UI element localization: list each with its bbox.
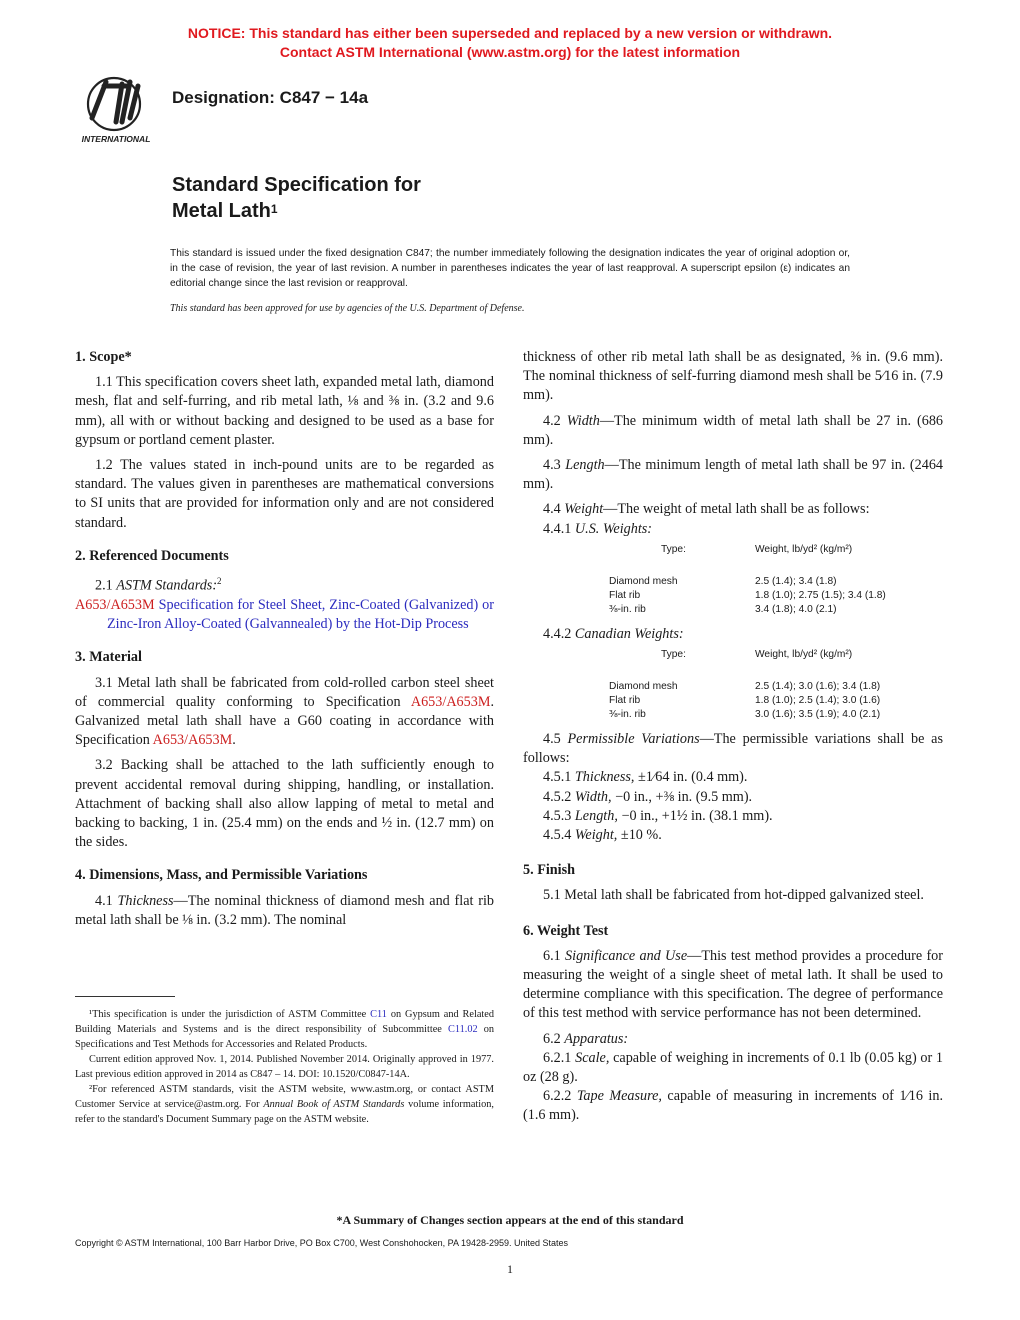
- document-title: [172, 172, 421, 224]
- summary-of-changes-note: *A Summary of Changes section appears at the end of this standard: [336, 1213, 684, 1227]
- para-6-2-2: [523, 1087, 943, 1125]
- para-6-2-1-term: Scale,: [575, 1049, 610, 1066]
- us-weights-header: [609, 543, 909, 557]
- para-4-5-num: 4.5: [543, 731, 561, 748]
- table-row: [609, 575, 909, 589]
- v4-text: ±10 %.: [620, 827, 662, 844]
- fn1-link-c11[interactable]: C11: [370, 1009, 387, 1020]
- v4-num: 4.5.4: [543, 827, 572, 844]
- ref-a653-code[interactable]: A653/A653M: [75, 596, 155, 613]
- title-line-1: Standard Specification for: [172, 174, 421, 196]
- para-4-5-2: [523, 788, 943, 807]
- para-4-5-term: Permissible Variations: [567, 731, 700, 748]
- table-row: [609, 708, 909, 722]
- link-a653-2[interactable]: A653/A653M: [152, 732, 233, 749]
- para-4-5-4: [523, 826, 943, 845]
- para-4-5-text: —The permissible variations shall be as follows:: [523, 731, 944, 767]
- footnotes: [75, 1007, 494, 1127]
- para-6-2-num: 6.2: [543, 1030, 561, 1047]
- title-line-2: [172, 198, 421, 224]
- ca-row-weight: 3.0 (1.6); 3.5 (1.9); 4.0 (2.1): [755, 709, 881, 721]
- para-4-2-num: 4.2: [543, 412, 561, 429]
- us-weights-table: [609, 543, 909, 617]
- para-4-4-term: Weight: [564, 501, 604, 518]
- ca-row-weight: 2.5 (1.4); 3.0 (1.6); 3.4 (1.8): [755, 681, 881, 693]
- footnote-1: [75, 1007, 494, 1052]
- us-col-type: Type:: [661, 543, 686, 555]
- para-4-4-2-num: 4.4.2: [543, 625, 572, 642]
- us-col-weight: Weight, lb/yd² (kg/m²): [755, 543, 853, 555]
- para-6-2-2-text: capable of measuring in increments of 1⁄16 in. (1.6 mm).: [523, 1088, 944, 1124]
- para-4-4: [523, 500, 943, 519]
- astm-logo: [72, 74, 164, 148]
- para-6-1-text: —This test method provides a procedure for measuring the weight of a single sheet of metal lath. It shall be used to determine compliance with this specification. The degree of performance of this test method with service performance has not been determined.: [523, 947, 943, 1022]
- ca-col-type: Type:: [661, 649, 686, 661]
- para-6-2: [523, 1030, 943, 1049]
- para-3-1: [75, 674, 494, 751]
- page-number: 1: [507, 1262, 513, 1276]
- para-6-1-num: 6.1: [543, 947, 561, 964]
- section-2-heading: 2. Referenced Documents: [75, 547, 229, 564]
- us-row-weight: 1.8 (1.0); 2.75 (1.5); 3.4 (1.8): [755, 589, 886, 601]
- para-4-2: [523, 412, 943, 450]
- section-5-heading: 5. Finish: [523, 862, 576, 879]
- fn2-italic: Annual Book of ASTM Standards: [263, 1099, 405, 1110]
- para-2-1-sup: 2: [217, 576, 222, 587]
- fn1-b: on Gypsum and Related Building Materials and Systems and is the direct responsibility of Subcommittee: [75, 1009, 495, 1035]
- v3-text: −0 in., +1½ in. (38.1 mm).: [621, 807, 773, 824]
- para-3-1-c: .: [232, 732, 236, 749]
- para-4-1-continued: thickness of other rib metal lath shall be as designated, ⅜ in. (9.6 mm). The nominal thickness of self-furring diamond mesh shall be 5⁄16 in. (7.9 mm).: [523, 349, 943, 404]
- table-row: [609, 680, 909, 694]
- para-4-3-text: —The minimum length of metal lath shall be 97 in. (2464 mm).: [523, 457, 944, 493]
- fn1-link-c1102[interactable]: C11.02: [447, 1024, 478, 1035]
- v3-term: Length,: [574, 807, 618, 824]
- para-4-1-term: Thickness: [117, 892, 174, 909]
- para-6-2-2-num: 6.2.2: [543, 1088, 572, 1105]
- para-6-2-term: Apparatus:: [564, 1030, 629, 1047]
- para-2-1: [75, 572, 494, 596]
- v1-term: Thickness,: [574, 769, 635, 786]
- footnote-rule: [75, 996, 175, 997]
- para-4-2-text: —The minimum width of metal lath shall be 27 in. (686 mm).: [523, 412, 944, 448]
- para-4-1-text-left: —The nominal thickness of diamond mesh and flat rib metal lath shall be ⅛ in. (3.2 mm). The nominal: [75, 892, 495, 928]
- section-6-heading: 6. Weight Test: [523, 922, 609, 939]
- section-3-heading: 3. Material: [75, 649, 142, 666]
- table-row: [609, 694, 909, 708]
- para-5-1: 5.1 Metal lath shall be fabricated from hot-dipped galvanized steel.: [543, 887, 924, 904]
- section-1-heading: 1. Scope*: [75, 349, 132, 365]
- notice-line-2: Contact ASTM International (www.astm.org) for the latest information: [279, 44, 741, 60]
- para-4-1-start: [75, 892, 494, 930]
- para-1-1: 1.1 This specification covers sheet lath, expanded metal lath, diamond mesh, flat and self-furring, and rib metal lath, ⅛ and ⅜ in. (3.2 and 9.6 mm), all with or without backing and designed to be used as a base for gypsum or portland cement plaster.: [75, 374, 494, 448]
- para-4-3: [523, 456, 943, 494]
- us-row-weight: 3.4 (1.8); 4.0 (2.1): [755, 603, 837, 615]
- para-4-4-1-term: U.S. Weights:: [574, 520, 653, 537]
- v2-num: 4.5.2: [543, 788, 572, 805]
- v4-term: Weight,: [574, 827, 618, 844]
- left-column: [75, 348, 494, 936]
- copyright: Copyright © ASTM International, 100 Barr Harbor Drive, PO Box C700, West Conshohocken, PA 19428-2959. United States: [75, 1238, 569, 1248]
- dod-approval: This standard has been approved for use by agencies of the U.S. Department of Defense.: [170, 303, 525, 314]
- para-2-1-num: 2.1: [95, 577, 113, 594]
- fn2-a: ²For referenced ASTM standards, visit the ASTM website, www.astm.org, or contact ASTM Customer Service at service@astm.org. For: [75, 1084, 494, 1110]
- para-4-4-1-num: 4.4.1: [543, 520, 572, 537]
- para-6-1: [523, 947, 943, 1024]
- para-4-3-num: 4.3: [543, 457, 561, 474]
- canadian-weights-table: [609, 648, 909, 722]
- fn1-a: ¹This specification is under the jurisdiction of ASTM Committee: [89, 1009, 367, 1020]
- v2-term: Width,: [574, 788, 612, 805]
- intro-paragraph: This standard is issued under the fixed designation C847; the number immediately following the designation indicates the year of original adoption or, in the case of revision, the year of last revision. A number in parentheses indicates the year of last reapproval. A superscript epsilon (ε) indicates an editorial change since the last revision or reapproval.: [170, 248, 850, 289]
- para-4-4-text: —The weight of metal lath shall be as follows:: [603, 501, 870, 518]
- para-4-4-2: [523, 625, 943, 644]
- ca-row-type: ⅜-in. rib: [609, 709, 646, 721]
- para-3-1-b: . Galvanized metal lath shall have a G60 coating in accordance with Specification: [75, 693, 495, 749]
- footnote-1-edition: Current edition approved Nov. 1, 2014. Published November 2014. Originally approved in 1977. Last previous edition approved in 2014 as C847 – 14. DOI: 10.1520/C0847-14A.: [75, 1054, 494, 1080]
- right-column: [523, 348, 943, 1132]
- v2-text: −0 in., +⅜ in. (9.5 mm).: [615, 788, 753, 805]
- para-4-2-term: Width: [566, 412, 600, 429]
- footnote-2: [75, 1082, 494, 1127]
- ca-col-weight: Weight, lb/yd² (kg/m²): [755, 649, 853, 661]
- para-1-2: 1.2 The values stated in inch-pound units are to be regarded as standard. The values given in parentheses are mathematical conversions to SI units that are provided for information only and are not considered standard.: [75, 457, 494, 531]
- para-6-2-1-text: capable of weighing in increments of 0.1 lb (0.05 kg) or 1 oz (28 g).: [523, 1049, 944, 1086]
- ca-row-weight: 1.8 (1.0); 2.5 (1.4); 3.0 (1.6): [755, 695, 881, 707]
- withdrawn-notice: [0, 24, 1020, 62]
- us-row-weight: 2.5 (1.4); 3.4 (1.8): [755, 575, 837, 587]
- ca-row-type: Flat rib: [609, 695, 641, 707]
- table-row: [609, 589, 909, 603]
- notice-line-1: NOTICE: This standard has either been superseded and replaced by a new version or withdrawn.: [187, 25, 833, 41]
- para-3-1-a: 3.1 Metal lath shall be fabricated from cold-rolled carbon steel sheet of commercial quality conforming to Specification: [75, 674, 494, 710]
- para-4-4-1: [523, 520, 943, 539]
- ref-a653[interactable]: [75, 596, 494, 634]
- astm-logo-mark: [72, 74, 164, 148]
- ref-a653-title[interactable]: Specification for Steel Sheet, Zinc-Coated (Galvanized) or Zinc-Iron Alloy-Coated (Galvannealed) by the Hot-Dip Process: [107, 596, 494, 633]
- para-3-2: 3.2 Backing shall be attached to the lath sufficiently enough to prevent accidental removal during shipping, handling, or installation. Attachment of backing shall also allow lapping of metal to metal and backing to backing, 1 in. (25.4 mm) on the ends and ½ in. (12.7 mm) on the sides.: [75, 757, 494, 851]
- link-a653-1[interactable]: A653/A653M: [410, 693, 491, 710]
- para-4-3-term: Length: [565, 457, 605, 474]
- us-row-type: ⅜-in. rib: [609, 603, 646, 615]
- fn1-c: on Specifications and Test Methods for Accessories and Related Products.: [75, 1024, 495, 1050]
- ca-weights-header: [609, 648, 909, 662]
- designation: Designation: C847 − 14a: [172, 88, 369, 107]
- para-4-1-num: 4.1: [95, 892, 113, 909]
- para-2-1-term: ASTM Standards:: [116, 577, 218, 594]
- v1-text: ±1⁄64 in. (0.4 mm).: [637, 769, 748, 786]
- fn2-b: volume information, refer to the standard's Document Summary page on the ASTM website.: [75, 1099, 494, 1125]
- ca-row-type: Diamond mesh: [609, 681, 678, 693]
- para-6-2-1: [523, 1049, 943, 1087]
- v1-num: 4.5.1: [543, 769, 572, 786]
- para-4-5-1: [523, 768, 943, 787]
- para-4-4-num: 4.4: [543, 501, 561, 518]
- para-6-1-term: Significance and Use: [565, 947, 688, 964]
- us-row-type: Flat rib: [609, 589, 641, 601]
- us-row-type: Diamond mesh: [609, 575, 678, 587]
- title-line-2-text: Metal Lath: [172, 200, 271, 222]
- table-row: [609, 603, 909, 617]
- title-footnote-mark: 1: [270, 202, 278, 216]
- section-4-heading: 4. Dimensions, Mass, and Permissible Variations: [75, 867, 368, 884]
- para-4-5: [523, 730, 943, 768]
- logo-international-text: INTERNATIONAL: [81, 134, 151, 144]
- para-6-2-1-num: 6.2.1: [543, 1049, 572, 1066]
- para-4-5-3: [523, 807, 943, 826]
- v3-num: 4.5.3: [543, 807, 572, 824]
- para-6-2-2-term: Tape Measure,: [576, 1088, 662, 1105]
- para-4-4-2-term: Canadian Weights:: [574, 625, 684, 642]
